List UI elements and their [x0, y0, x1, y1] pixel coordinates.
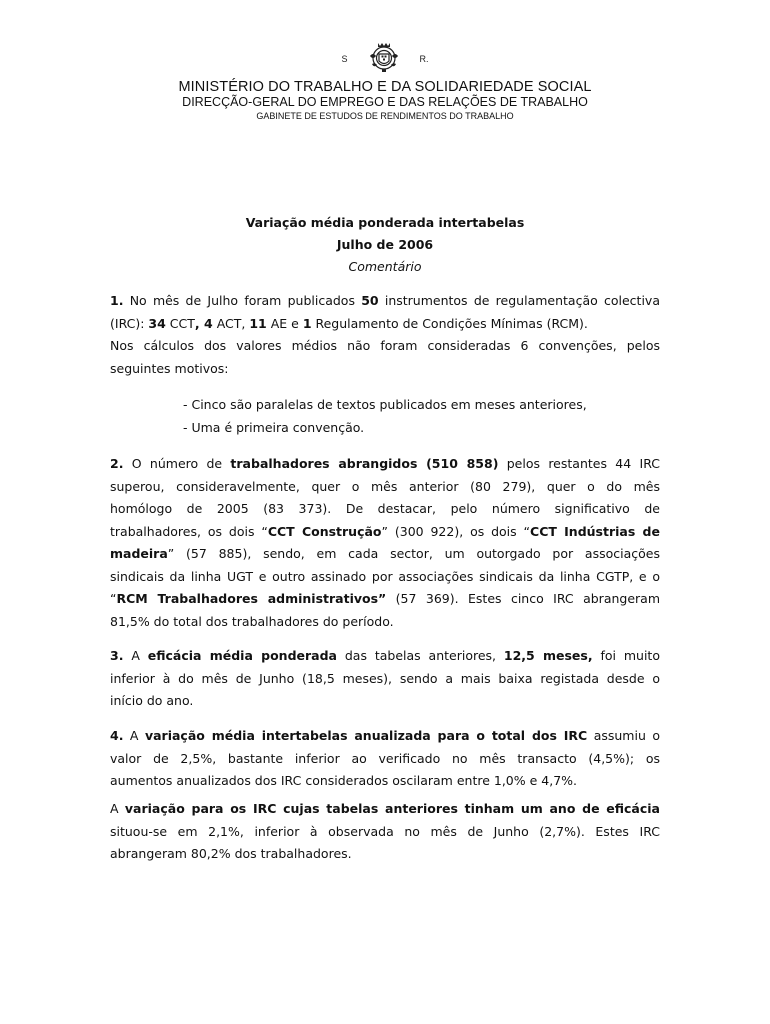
- section-3-line-1: 3. A eficácia média ponderada das tabelas anteriores, 12,5 meses, foi muito: [110, 648, 660, 663]
- section-2-line-6: sindicais da linha UGT e outro assinado por associações sindicais da linha CGTP, e o: [110, 568, 660, 584]
- section-1-reasons-list: [183, 394, 653, 439]
- section-1-line-3: Nos cálculos dos valores médios não foram consideradas 6 convenções, pelos: [110, 338, 660, 353]
- section-2-line-7: “RCM Trabalhadores administrativos” (57 369). Estes cinco IRC abrangeram: [110, 591, 660, 606]
- section-2-line-8: 81,5% do total dos trabalhadores do período.: [110, 613, 394, 629]
- section-4-line-1: 4. A variação média intertabelas anualizada para o total dos IRC assumiu o: [110, 728, 660, 743]
- section-4-line-2: valor de 2,5%, bastante inferior ao verificado no mês transacto (4,5%); os: [110, 750, 660, 766]
- section-3: [110, 645, 660, 713]
- section-4-line-3: aumentos anualizados dos IRC considerados oscilaram entre 1,0% e 4,7%.: [110, 773, 577, 788]
- seal-letter-left: S: [341, 54, 348, 64]
- section-1: [110, 290, 660, 380]
- section-number: 2.: [110, 456, 124, 471]
- section-4: [110, 725, 660, 793]
- section-1-line-4: seguintes motivos:: [110, 360, 229, 376]
- section-1-line-2: (IRC): 34 CCT, 4 ACT, 11 AE e 1 Regulamento de Condições Mínimas (RCM).: [110, 315, 588, 331]
- section-4-p2-line-1: A variação para os IRC cujas tabelas anteriores tinham um ano de eficácia: [110, 801, 660, 816]
- ministry-name: MINISTÉRIO DO TRABALHO E DA SOLIDARIEDADE SOCIAL: [178, 79, 592, 95]
- section-4-p2-line-2: situou-se em 2,1%, inferior à observada no mês de Junho (2,7%). Estes IRC: [110, 823, 660, 839]
- document-title: Variação média ponderada intertabelas: [245, 215, 525, 230]
- section-2: [110, 453, 660, 633]
- document-subtitle: Comentário: [348, 259, 422, 274]
- section-4-paragraph-2: [110, 798, 660, 866]
- seal-letter-right: R.: [419, 54, 429, 64]
- letterhead-seal: [0, 38, 770, 74]
- section-2-line-4: trabalhadores, os dois “CCT Construção” (300 922), os dois “CCT Indústrias de: [110, 523, 660, 539]
- section-3-line-3: início do ano.: [110, 693, 194, 708]
- section-number: 1.: [110, 293, 124, 308]
- section-2-line-1: 2. O número de trabalhadores abrangidos (510 858) pelos restantes 44 IRC: [110, 456, 660, 471]
- section-number: 4.: [110, 728, 124, 743]
- section-3-line-2: inferior à do mês de Junho (18,5 meses), sendo a mais baixa registada desde o: [110, 670, 660, 686]
- coat-of-arms-icon: [366, 38, 402, 74]
- section-2-line-3: homólogo de 2005 (83 373). De destacar, pelo número significativo de: [110, 501, 660, 516]
- section-1-line-1: 1. No mês de Julho foram publicados 50 instrumentos de regulamentação colectiva: [110, 293, 660, 308]
- directorate-name: DIRECÇÃO-GERAL DO EMPREGO E DAS RELAÇÕES DE TRABALHO: [182, 95, 588, 109]
- section-number: 3.: [110, 648, 124, 663]
- section-2-line-5: madeira” (57 885), sendo, em cada sector, um outorgado por associações: [110, 546, 660, 561]
- section-4-p2-line-3: abrangeram 80,2% dos trabalhadores.: [110, 846, 352, 861]
- section-2-line-2: superou, consideravelmente, quer o mês anterior (80 279), quer o do mês: [110, 478, 660, 494]
- document-date: Julho de 2006: [336, 237, 434, 252]
- list-item: - Cinco são paralelas de textos publicados em meses anteriores,: [183, 397, 587, 412]
- office-name: GABINETE DE ESTUDOS DE RENDIMENTOS DO TRABALHO: [256, 111, 514, 121]
- list-item: - Uma é primeira convenção.: [183, 419, 365, 435]
